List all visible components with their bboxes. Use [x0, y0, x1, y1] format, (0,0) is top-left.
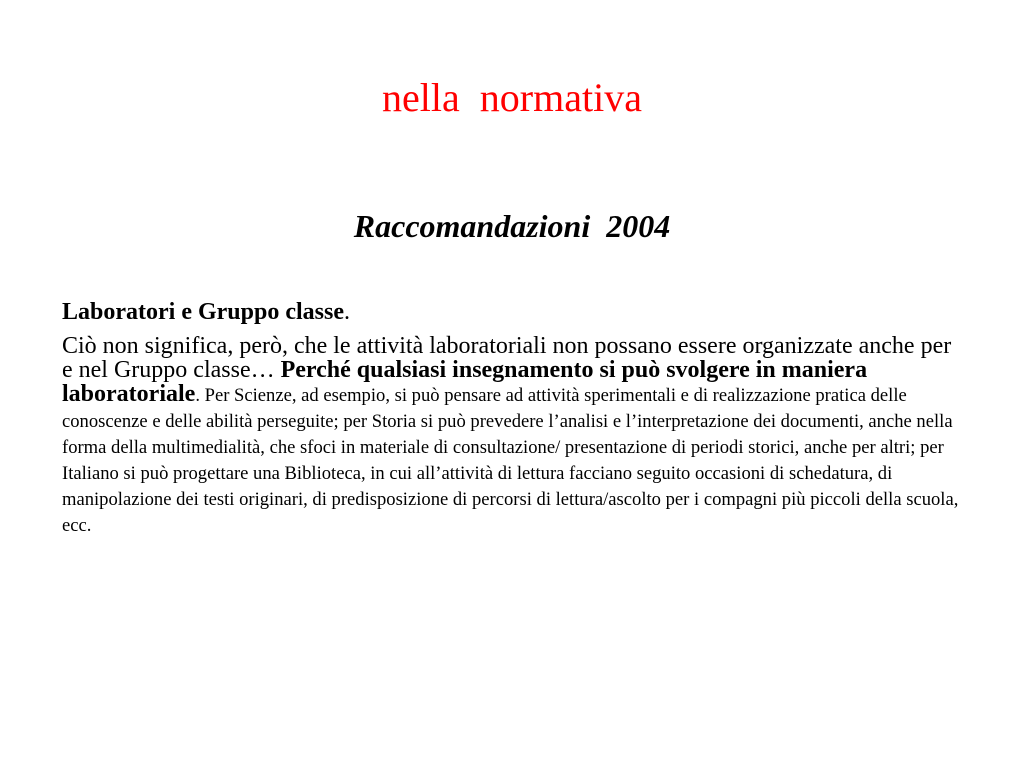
paragraph-small: . Per Scienze, ad esempio, si può pensare ad attività sperimentali e di realizzazione pratica delle conoscenze e delle abilità perseguite; per Storia si può prevedere l’analisi e l’interpretazione dei documenti, anche nella forma della multimedialità, che sfoci in materiale di consultazione/ presentazione di periodi storici, anche per altri; per Italiano si può progettare una Biblioteca, in cui all’attività di lettura facciano seguito occasioni di schedatura, di manipolazione dei testi originari, di predisposizione di percorsi di lettura/ascolto per i compagni più piccoli della scuola, ecc. — [62, 385, 959, 536]
body-paragraph — [62, 334, 967, 538]
paragraph-bold: Perché qualsiasi insegnamento si può svolgere in maniera laboratoriale — [62, 357, 868, 407]
slide-title: nella normativa — [382, 75, 642, 120]
section-heading — [62, 296, 967, 328]
slide-subtitle: Raccomandazioni 2004 — [353, 208, 671, 244]
paragraph-intro: Ciò non significa, però, che le attività laboratoriali non possano essere organizzate anche per e nel Gruppo classe… — [62, 333, 952, 383]
slide-body — [62, 296, 967, 538]
section-heading-punct: . — [344, 299, 350, 325]
section-heading-bold: Laboratori e Gruppo classe — [62, 299, 344, 325]
